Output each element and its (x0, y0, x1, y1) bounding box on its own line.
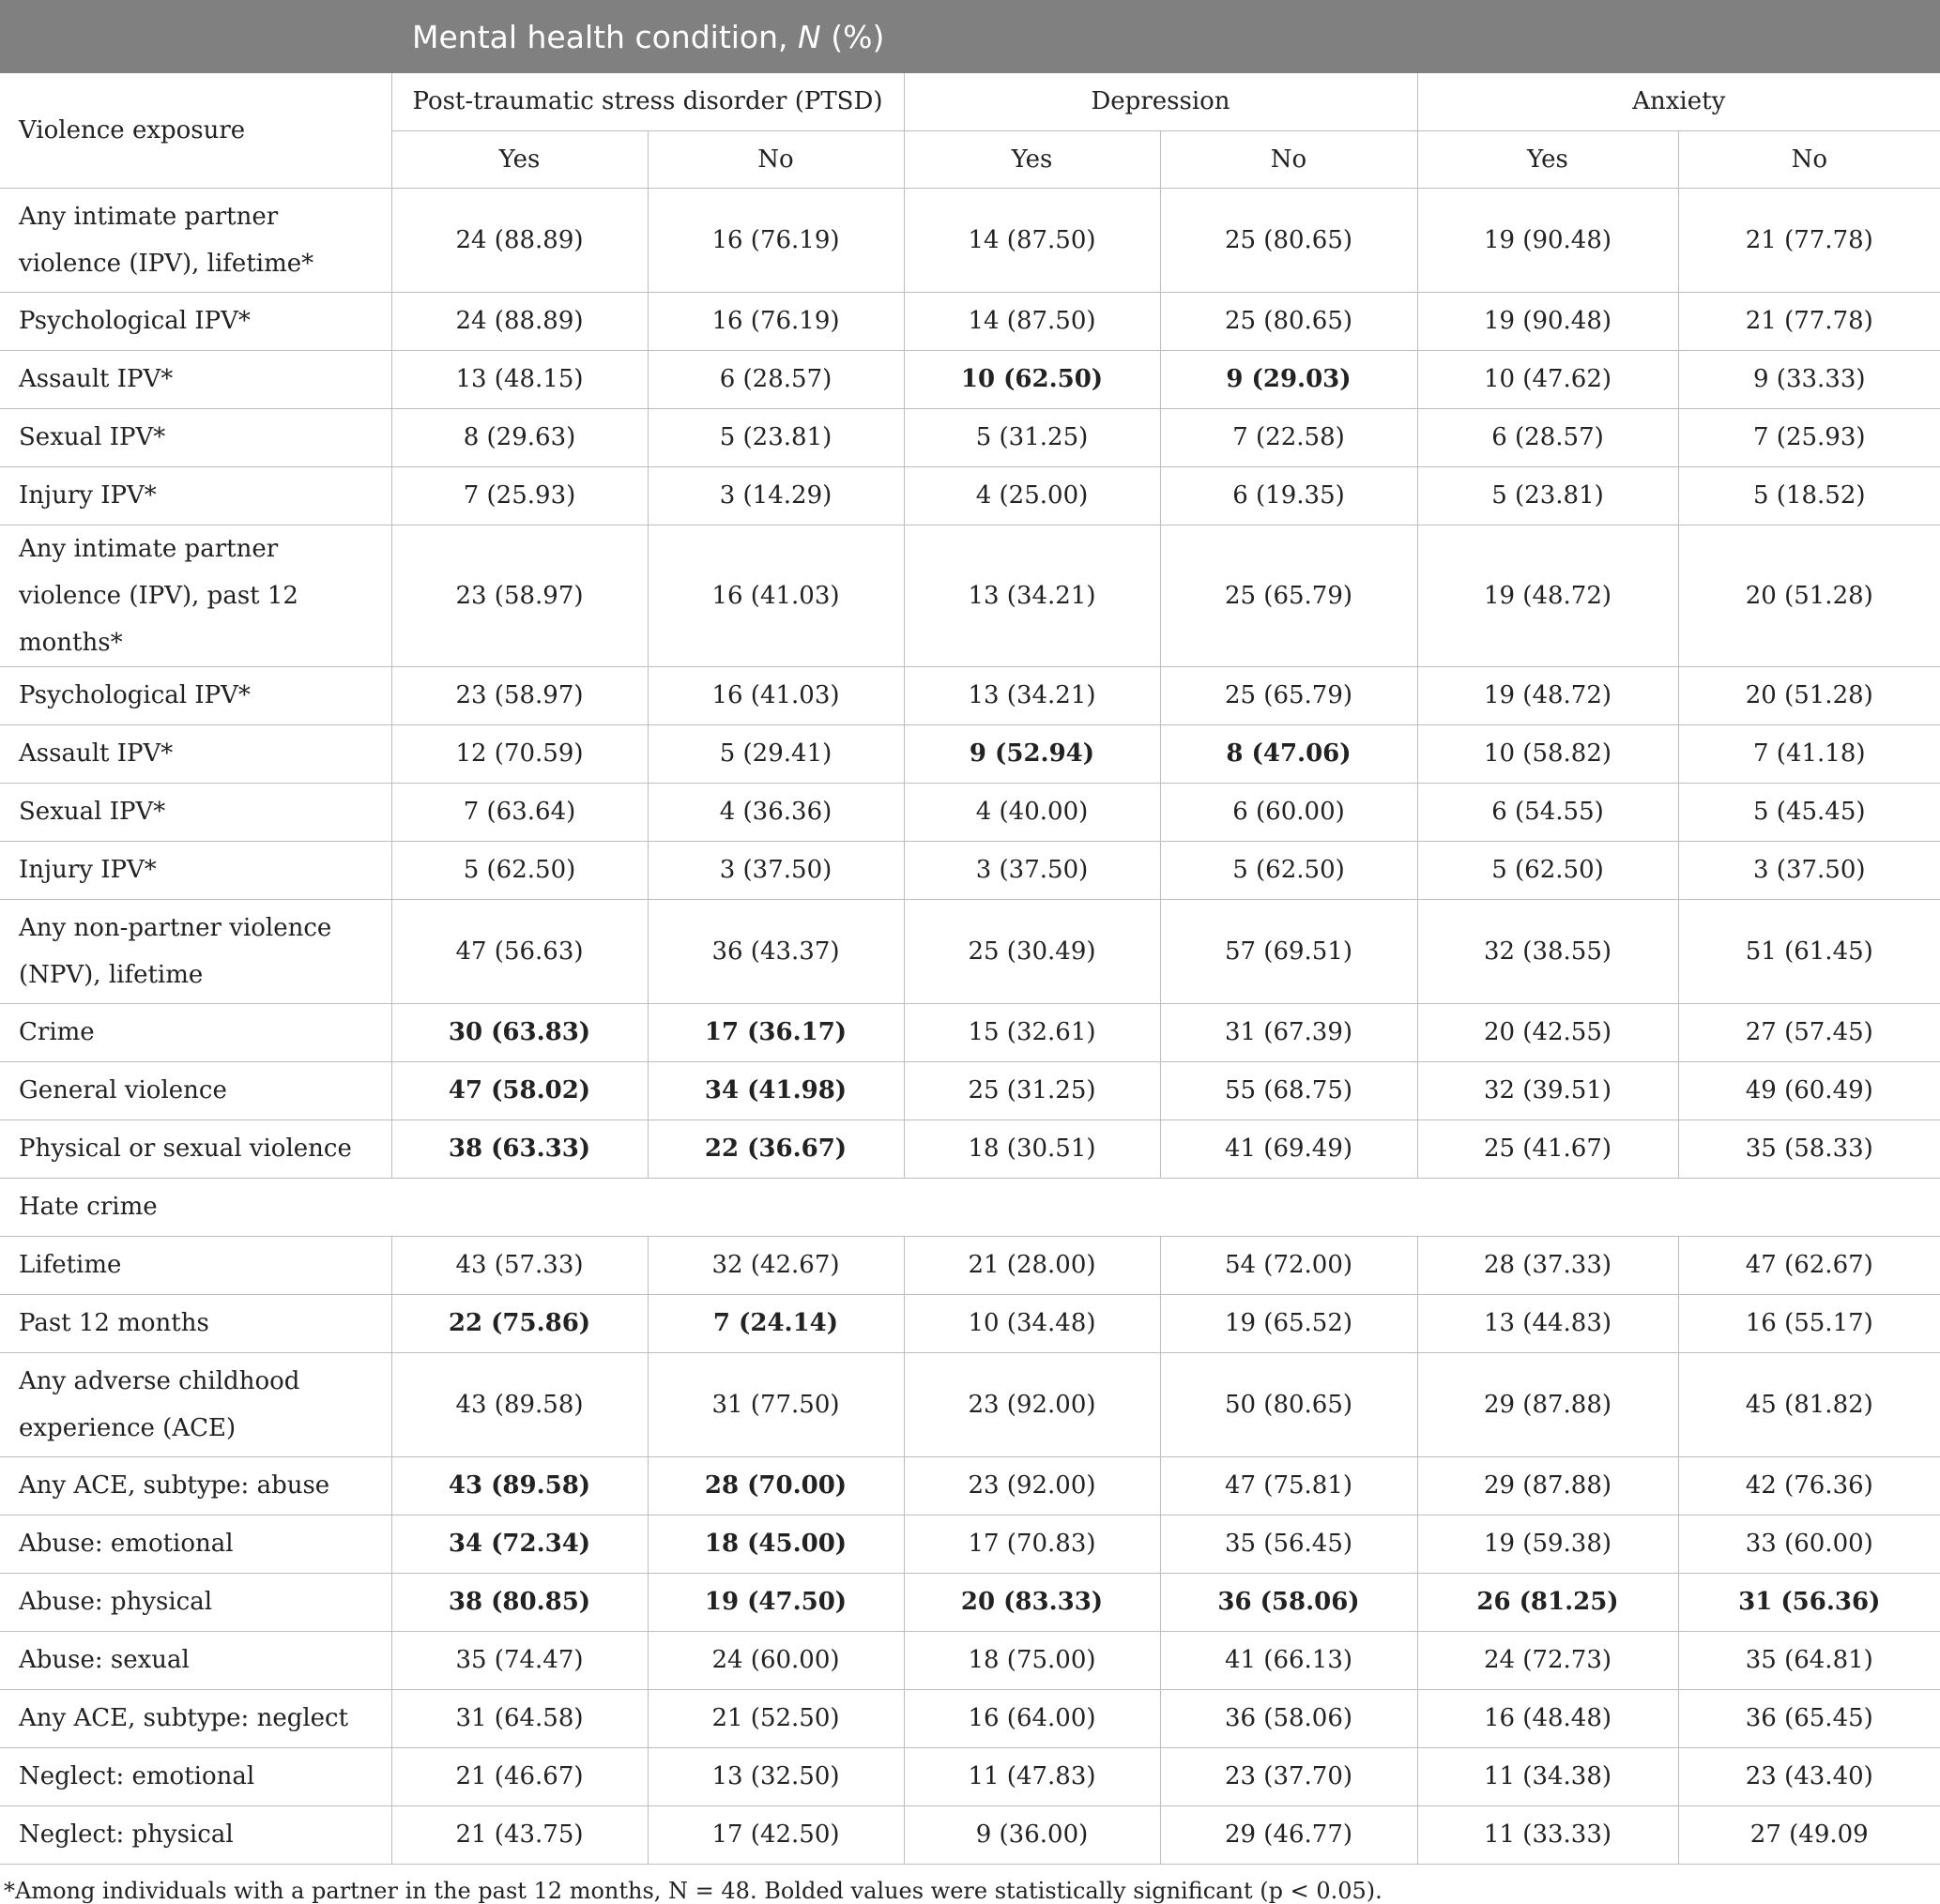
data-cell: 3 (37.50) (904, 841, 1160, 899)
data-cell: 14 (87.50) (904, 292, 1160, 350)
data-cell: 23 (92.00) (904, 1456, 1160, 1515)
data-cell: 5 (45.45) (1678, 783, 1940, 841)
row-label: Sexual IPV* (0, 783, 391, 841)
data-cell: 10 (62.50) (904, 350, 1160, 408)
data-cell: 22 (75.86) (391, 1294, 648, 1352)
data-cell: 43 (89.58) (391, 1352, 648, 1456)
data-cell: 47 (75.81) (1160, 1456, 1417, 1515)
data-cell: 34 (72.34) (391, 1515, 648, 1573)
data-cell: 20 (51.28) (1678, 525, 1940, 666)
data-cell: 6 (54.55) (1417, 783, 1678, 841)
table-body (0, 73, 1940, 1864)
data-cell: 5 (18.52) (1678, 466, 1940, 525)
data-cell: 7 (25.93) (391, 466, 648, 525)
row-label: Any intimate partner violence (IPV), past 12 months* (0, 525, 391, 666)
row-label: Assault IPV* (0, 350, 391, 408)
data-cell: 33 (60.00) (1678, 1515, 1940, 1573)
data-cell: 12 (70.59) (391, 724, 648, 783)
data-cell: 13 (34.21) (904, 525, 1160, 666)
data-cell: 20 (51.28) (1678, 666, 1940, 724)
table-row (0, 1573, 1940, 1631)
data-cell: 19 (48.72) (1417, 525, 1678, 666)
table-row (0, 1747, 1940, 1805)
data-cell: 7 (22.58) (1160, 408, 1417, 466)
data-cell: 11 (33.33) (1417, 1805, 1678, 1864)
table-row (0, 783, 1940, 841)
data-cell: 23 (58.97) (391, 525, 648, 666)
data-cell: 20 (83.33) (904, 1573, 1160, 1631)
data-cell: 32 (39.51) (1417, 1061, 1678, 1120)
row-label: Any intimate partner violence (IPV), lifetime* (0, 188, 391, 292)
data-cell: 13 (32.50) (648, 1747, 904, 1805)
row-label: Psychological IPV* (0, 292, 391, 350)
data-cell: 35 (74.47) (391, 1631, 648, 1689)
table-row (0, 666, 1940, 724)
data-cell: 14 (87.50) (904, 188, 1160, 292)
table-title: Mental health condition, N (%) (391, 0, 1940, 73)
data-cell: 38 (63.33) (391, 1120, 648, 1178)
data-cell: 31 (67.39) (1160, 1003, 1417, 1061)
data-cell: 25 (41.67) (1417, 1120, 1678, 1178)
table-row (0, 466, 1940, 525)
yes-header: Yes (904, 130, 1160, 188)
table-footnote: *Among individuals with a partner in the past 12 months, N = 48. Bolded values were statistically significant (p < 0.05). (4, 1877, 1382, 1904)
data-cell: 19 (90.48) (1417, 188, 1678, 292)
table-row (0, 1061, 1940, 1120)
data-cell: 41 (66.13) (1160, 1631, 1417, 1689)
data-cell: 35 (64.81) (1678, 1631, 1940, 1689)
data-cell: 23 (58.97) (391, 666, 648, 724)
data-cell: 19 (90.48) (1417, 292, 1678, 350)
data-cell: 4 (40.00) (904, 783, 1160, 841)
data-cell: 3 (37.50) (648, 841, 904, 899)
data-cell: 18 (45.00) (648, 1515, 904, 1573)
data-cell: 42 (76.36) (1678, 1456, 1940, 1515)
data-cell: 21 (46.67) (391, 1747, 648, 1805)
table-row (0, 1294, 1940, 1352)
data-cell: 23 (43.40) (1678, 1747, 1940, 1805)
data-cell: 6 (60.00) (1160, 783, 1417, 841)
data-cell: 24 (60.00) (648, 1631, 904, 1689)
row-label: Abuse: sexual (0, 1631, 391, 1689)
data-cell: 3 (14.29) (648, 466, 904, 525)
table-row (0, 525, 1940, 666)
data-cell: 7 (25.93) (1678, 408, 1940, 466)
data-cell: 57 (69.51) (1160, 899, 1417, 1003)
data-cell: 25 (30.49) (904, 899, 1160, 1003)
data-cell: 19 (47.50) (648, 1573, 904, 1631)
data-cell: 25 (65.79) (1160, 666, 1417, 724)
data-cell: 16 (48.48) (1417, 1689, 1678, 1747)
data-cell: 9 (33.33) (1678, 350, 1940, 408)
data-cell: 20 (42.55) (1417, 1003, 1678, 1061)
group-header-anxiety: Anxiety (1417, 73, 1940, 130)
data-cell: 13 (34.21) (904, 666, 1160, 724)
data-cell: 35 (56.45) (1160, 1515, 1417, 1573)
data-cell: 16 (64.00) (904, 1689, 1160, 1747)
table-row (0, 1003, 1940, 1061)
data-cell: 49 (60.49) (1678, 1061, 1940, 1120)
data-cell: 27 (57.45) (1678, 1003, 1940, 1061)
data-cell: 26 (81.25) (1417, 1573, 1678, 1631)
data-cell: 5 (23.81) (648, 408, 904, 466)
row-label: General violence (0, 1061, 391, 1120)
table-row (0, 1515, 1940, 1573)
data-cell: 6 (28.57) (648, 350, 904, 408)
row-label: Abuse: emotional (0, 1515, 391, 1573)
data-cell: 36 (65.45) (1678, 1689, 1940, 1747)
data-cell: 8 (29.63) (391, 408, 648, 466)
data-cell: 35 (58.33) (1678, 1120, 1940, 1178)
data-cell: 5 (62.50) (1417, 841, 1678, 899)
data-cell: 50 (80.65) (1160, 1352, 1417, 1456)
data-cell: 9 (36.00) (904, 1805, 1160, 1864)
data-cell: 28 (37.33) (1417, 1236, 1678, 1294)
data-cell: 4 (25.00) (904, 466, 1160, 525)
data-cell: 15 (32.61) (904, 1003, 1160, 1061)
row-label: Sexual IPV* (0, 408, 391, 466)
data-cell: 43 (89.58) (391, 1456, 648, 1515)
data-cell: 17 (70.83) (904, 1515, 1160, 1573)
data-cell: 47 (56.63) (391, 899, 648, 1003)
data-cell: 31 (77.50) (648, 1352, 904, 1456)
data-cell: 23 (92.00) (904, 1352, 1160, 1456)
data-cell: 29 (87.88) (1417, 1456, 1678, 1515)
row-header-cell: Violence exposure (0, 73, 391, 188)
data-cell: 7 (63.64) (391, 783, 648, 841)
data-cell: 25 (80.65) (1160, 188, 1417, 292)
data-cell: 43 (57.33) (391, 1236, 648, 1294)
data-cell: 19 (48.72) (1417, 666, 1678, 724)
data-cell: 11 (47.83) (904, 1747, 1160, 1805)
row-label: Any ACE, subtype: neglect (0, 1689, 391, 1747)
data-cell: 30 (63.83) (391, 1003, 648, 1061)
section-label: Hate crime (0, 1178, 1940, 1236)
data-cell: 5 (29.41) (648, 724, 904, 783)
group-header-ptsd: Post-traumatic stress disorder (PTSD) (391, 73, 904, 130)
data-cell: 27 (49.09 (1678, 1805, 1940, 1864)
data-cell: 25 (80.65) (1160, 292, 1417, 350)
data-cell: 36 (58.06) (1160, 1689, 1417, 1747)
row-label: Any adverse childhood experience (ACE) (0, 1352, 391, 1456)
data-cell: 23 (37.70) (1160, 1747, 1417, 1805)
data-cell: 31 (64.58) (391, 1689, 648, 1747)
data-cell: 34 (41.98) (648, 1061, 904, 1120)
row-label: Psychological IPV* (0, 666, 391, 724)
row-label: Past 12 months (0, 1294, 391, 1352)
table-row (0, 1456, 1940, 1515)
data-cell: 17 (36.17) (648, 1003, 904, 1061)
data-cell: 31 (56.36) (1678, 1573, 1940, 1631)
data-cell: 21 (28.00) (904, 1236, 1160, 1294)
table-row (0, 408, 1940, 466)
data-cell: 38 (80.85) (391, 1573, 648, 1631)
data-cell: 21 (52.50) (648, 1689, 904, 1747)
data-cell: 13 (48.15) (391, 350, 648, 408)
no-header: No (648, 130, 904, 188)
data-cell: 32 (42.67) (648, 1236, 904, 1294)
data-cell: 5 (62.50) (391, 841, 648, 899)
row-label: Injury IPV* (0, 841, 391, 899)
data-cell: 25 (31.25) (904, 1061, 1160, 1120)
data-cell: 5 (31.25) (904, 408, 1160, 466)
data-cell: 55 (68.75) (1160, 1061, 1417, 1120)
data-cell: 36 (58.06) (1160, 1573, 1417, 1631)
title-bar-corner (0, 0, 391, 73)
data-cell: 18 (30.51) (904, 1120, 1160, 1178)
data-cell: 4 (36.36) (648, 783, 904, 841)
group-header-depression: Depression (904, 73, 1417, 130)
table-row (0, 1120, 1940, 1178)
data-cell: 16 (55.17) (1678, 1294, 1940, 1352)
row-label: Injury IPV* (0, 466, 391, 525)
no-header: No (1160, 130, 1417, 188)
data-cell: 9 (29.03) (1160, 350, 1417, 408)
yes-header: Yes (391, 130, 648, 188)
data-cell: 41 (69.49) (1160, 1120, 1417, 1178)
table-row (0, 1805, 1940, 1864)
data-cell: 21 (77.78) (1678, 292, 1940, 350)
data-cell: 25 (65.79) (1160, 525, 1417, 666)
data-cell: 5 (62.50) (1160, 841, 1417, 899)
row-label: Crime (0, 1003, 391, 1061)
row-label: Assault IPV* (0, 724, 391, 783)
data-cell: 24 (88.89) (391, 292, 648, 350)
data-cell: 29 (46.77) (1160, 1805, 1417, 1864)
data-cell: 16 (76.19) (648, 292, 904, 350)
section-row (0, 1178, 1940, 1236)
table-row (0, 188, 1940, 292)
data-cell: 17 (42.50) (648, 1805, 904, 1864)
yes-header: Yes (1417, 130, 1678, 188)
data-cell: 13 (44.83) (1417, 1294, 1678, 1352)
data-cell: 16 (41.03) (648, 525, 904, 666)
data-cell: 3 (37.50) (1678, 841, 1940, 899)
data-cell: 7 (41.18) (1678, 724, 1940, 783)
table-row (0, 1631, 1940, 1689)
data-cell: 54 (72.00) (1160, 1236, 1417, 1294)
table-row (0, 899, 1940, 1003)
table-row (0, 1689, 1940, 1747)
no-header: No (1678, 130, 1940, 188)
row-label: Any non-partner violence (NPV), lifetime (0, 899, 391, 1003)
data-cell: 6 (28.57) (1417, 408, 1678, 466)
data-cell: 21 (43.75) (391, 1805, 648, 1864)
table-row (0, 724, 1940, 783)
data-cell: 10 (34.48) (904, 1294, 1160, 1352)
data-cell: 36 (43.37) (648, 899, 904, 1003)
data-cell: 24 (72.73) (1417, 1631, 1678, 1689)
data-cell: 19 (65.52) (1160, 1294, 1417, 1352)
table-row (0, 1236, 1940, 1294)
data-cell: 7 (24.14) (648, 1294, 904, 1352)
data-cell: 51 (61.45) (1678, 899, 1940, 1003)
data-cell: 32 (38.55) (1417, 899, 1678, 1003)
data-cell: 8 (47.06) (1160, 724, 1417, 783)
row-label: Any ACE, subtype: abuse (0, 1456, 391, 1515)
data-cell: 5 (23.81) (1417, 466, 1678, 525)
data-cell: 6 (19.35) (1160, 466, 1417, 525)
row-label: Abuse: physical (0, 1573, 391, 1631)
data-cell: 21 (77.78) (1678, 188, 1940, 292)
table-row (0, 292, 1940, 350)
data-cell: 22 (36.67) (648, 1120, 904, 1178)
table-row (0, 841, 1940, 899)
data-cell: 18 (75.00) (904, 1631, 1160, 1689)
data-cell: 19 (59.38) (1417, 1515, 1678, 1573)
data-cell: 47 (58.02) (391, 1061, 648, 1120)
table-row (0, 350, 1940, 408)
data-cell: 45 (81.82) (1678, 1352, 1940, 1456)
data-cell: 9 (52.94) (904, 724, 1160, 783)
data-cell: 24 (88.89) (391, 188, 648, 292)
table-row (0, 1352, 1940, 1456)
data-cell: 10 (58.82) (1417, 724, 1678, 783)
row-label: Lifetime (0, 1236, 391, 1294)
data-cell: 47 (62.67) (1678, 1236, 1940, 1294)
row-label: Neglect: emotional (0, 1747, 391, 1805)
data-cell: 29 (87.88) (1417, 1352, 1678, 1456)
data-cell: 11 (34.38) (1417, 1747, 1678, 1805)
data-cell: 16 (76.19) (648, 188, 904, 292)
data-cell: 16 (41.03) (648, 666, 904, 724)
row-label: Physical or sexual violence (0, 1120, 391, 1178)
data-cell: 10 (47.62) (1417, 350, 1678, 408)
row-label: Neglect: physical (0, 1805, 391, 1864)
data-cell: 28 (70.00) (648, 1456, 904, 1515)
